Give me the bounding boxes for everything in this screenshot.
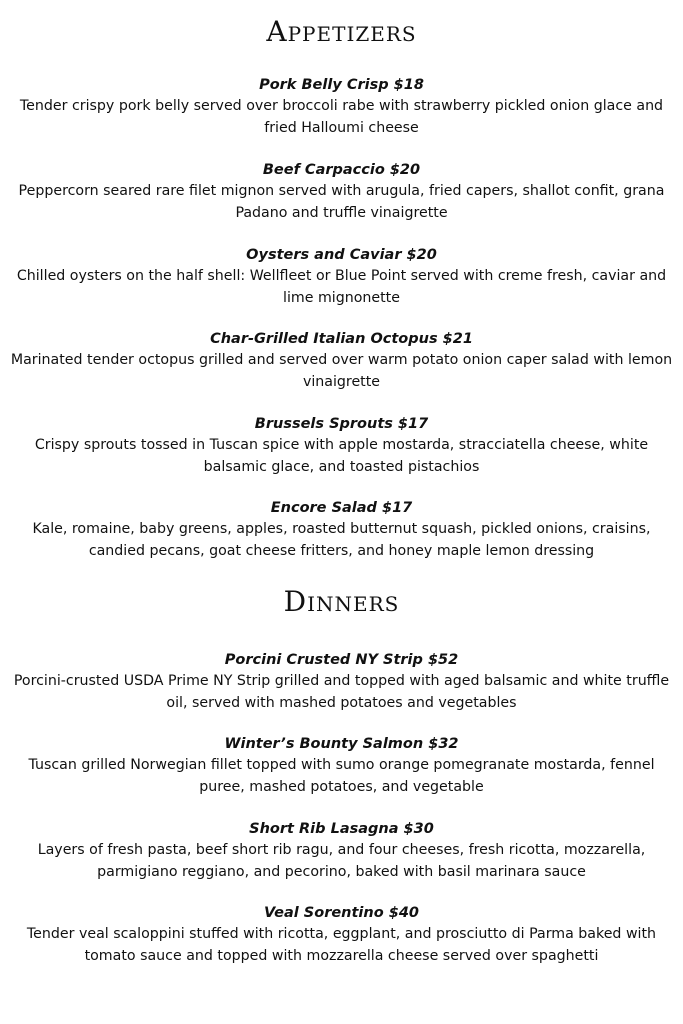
menu-item	[0, 329, 683, 393]
menu-item-name: Beef Carpaccio $20	[262, 162, 421, 178]
menu-item-description: Chilled oysters on the half shell: Wellfleet or Blue Point served with creme fresh, caviar and lime mignonette	[16, 268, 667, 306]
menu-item	[0, 498, 683, 562]
menu-item	[0, 75, 683, 139]
menu-item-name: Pork Belly Crisp $18	[259, 77, 424, 93]
menu-item	[0, 245, 683, 309]
menu-item-name: Winter’s Bounty Salmon $32	[224, 736, 459, 752]
menu-item	[0, 734, 683, 798]
menu-item	[0, 414, 683, 478]
menu-item-description: Tender veal scaloppini stuffed with ricotta, eggplant, and prosciutto di Parma baked with tomato sauce and topped with mozzarella cheese served over spaghetti	[26, 926, 657, 964]
menu-item-name: Brussels Sprouts $17	[254, 416, 429, 432]
dinners-heading: Dinners	[283, 585, 400, 618]
menu-item	[0, 160, 683, 224]
menu-item-description: Peppercorn seared rare filet mignon served with arugula, fried capers, shallot confit, grana Padano and truffle vinaigrette	[18, 183, 665, 221]
menu-item-name: Porcini Crusted NY Strip $52	[224, 652, 459, 668]
appetizers-heading: Appetizers	[266, 15, 417, 48]
menu-item	[0, 650, 683, 714]
menu-item-name: Char-Grilled Italian Octopus $21	[210, 331, 473, 347]
menu-item-description: Porcini-crusted USDA Prime NY Strip grilled and topped with aged balsamic and white truffle oil, served with mashed potatoes and vegetables	[13, 673, 670, 711]
menu-item-name: Oysters and Caviar $20	[246, 247, 437, 263]
menu-item	[0, 819, 683, 883]
menu-item-description: Marinated tender octopus grilled and served over warm potato onion caper salad with lemon vinaigrette	[10, 352, 673, 390]
menu-item	[0, 903, 683, 967]
menu-item-description: Layers of fresh pasta, beef short rib ragu, and four cheeses, fresh ricotta, mozzarella, parmigiano reggiano, and pecorino, baked with basil marinara sauce	[37, 842, 646, 880]
menu-item-description: Kale, romaine, baby greens, apples, roasted butternut squash, pickled onions, craisins, candied pecans, goat cheese fritters, and honey maple lemon dressing	[32, 521, 651, 559]
menu-item-name: Short Rib Lasagna $30	[249, 821, 434, 837]
menu-item-description: Tender crispy pork belly served over broccoli rabe with strawberry pickled onion glace and fried Halloumi cheese	[19, 98, 664, 136]
menu-item-description: Tuscan grilled Norwegian fillet topped with sumo orange pomegranate mostarda, fennel puree, mashed potatoes, and vegetable	[28, 757, 655, 795]
menu-item-description: Crispy sprouts tossed in Tuscan spice with apple mostarda, stracciatella cheese, white balsamic glace, and toasted pistachios	[34, 437, 649, 475]
menu-item-name: Encore Salad $17	[270, 500, 413, 516]
menu-item-name: Veal Sorentino $40	[263, 905, 420, 921]
